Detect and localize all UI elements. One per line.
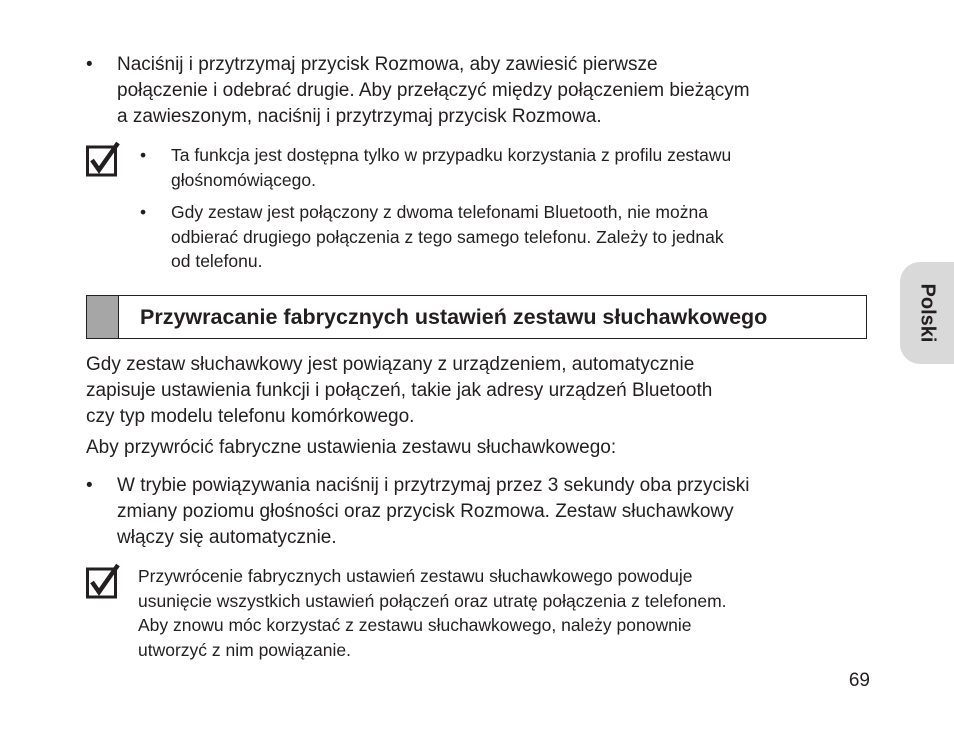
top-bullet — [86, 52, 866, 130]
text-line: głośnomówiącego. — [171, 169, 316, 190]
text-line: od telefonu. — [171, 251, 263, 271]
paragraph — [86, 352, 876, 430]
text-line: usunięcie wszystkich ustawień połączeń oraz utratę połączenia z telefonem. — [138, 590, 727, 611]
text-line: Gdy zestaw słuchawkowy jest powiązany z urządzeniem, automatycznie — [86, 354, 695, 375]
text-line: Ta funkcja jest dostępna tylko w przypadku korzystania z profilu zestawu — [171, 145, 732, 165]
bottom-bullet — [86, 473, 866, 551]
checkbox-check-icon — [86, 563, 120, 599]
text-line: Aby znowu móc korzystać z zestawu słuchawkowego, należy ponownie — [138, 615, 692, 635]
text-line: Przywrócenie fabrycznych ustawień zestawu słuchawkowego powoduje — [138, 566, 693, 586]
text-line: odbierać drugiego połączenia z tego samego telefonu. Zależy to jednak — [171, 226, 724, 247]
text-line: Gdy zestaw jest połączony z dwoma telefonami Bluetooth, nie można — [171, 202, 708, 222]
text-line: czy typ modelu telefonu komórkowego. — [86, 406, 415, 427]
text-line: połączenie i odebrać drugie. Aby przełączyć między połączeniem bieżącym — [117, 80, 750, 101]
section-title: Przywracanie fabrycznych ustawień zestawu słuchawkowego — [140, 304, 768, 329]
section-marker — [87, 296, 119, 338]
bullet-marker: • — [86, 475, 93, 496]
bullet-marker: • — [86, 54, 93, 75]
top-bullet-text — [117, 52, 866, 130]
text-line: a zawieszonym, naciśnij i przytrzymaj przycisk Rozmowa. — [117, 106, 602, 127]
text-line: utworzyć z nim powiązanie. — [138, 639, 351, 660]
note1-bullet-text — [171, 200, 870, 274]
note1-bullet-text — [171, 143, 870, 192]
bullet-marker: • — [140, 202, 147, 222]
note1-bullet — [140, 200, 870, 274]
text-line: zapisuje ustawienia funkcji i połączeń, takie jak adresy urządzeń Bluetooth — [86, 380, 713, 401]
note2-text — [138, 564, 868, 662]
paragraph: Aby przywrócić fabryczne ustawienia zestawu słuchawkowego: — [86, 437, 617, 458]
text-line: Naciśnij i przytrzymaj przycisk Rozmowa, aby zawiesić pierwsze — [117, 54, 658, 75]
note1-bullet — [140, 143, 870, 192]
checkbox-check-icon — [86, 141, 120, 177]
text-line: włączy się automatycznie. — [117, 527, 337, 548]
language-tab-label: Polski — [916, 283, 939, 343]
section-header — [86, 295, 867, 339]
page-number: 69 — [848, 670, 870, 691]
text-line: zmiany poziomu głośności oraz przycisk Rozmowa. Zestaw słuchawkowy — [117, 501, 734, 522]
text-line: W trybie powiązywania naciśnij i przytrzymaj przez 3 sekundy oba przyciski — [117, 475, 750, 496]
bottom-bullet-text — [117, 473, 866, 551]
bullet-marker: • — [140, 145, 147, 165]
